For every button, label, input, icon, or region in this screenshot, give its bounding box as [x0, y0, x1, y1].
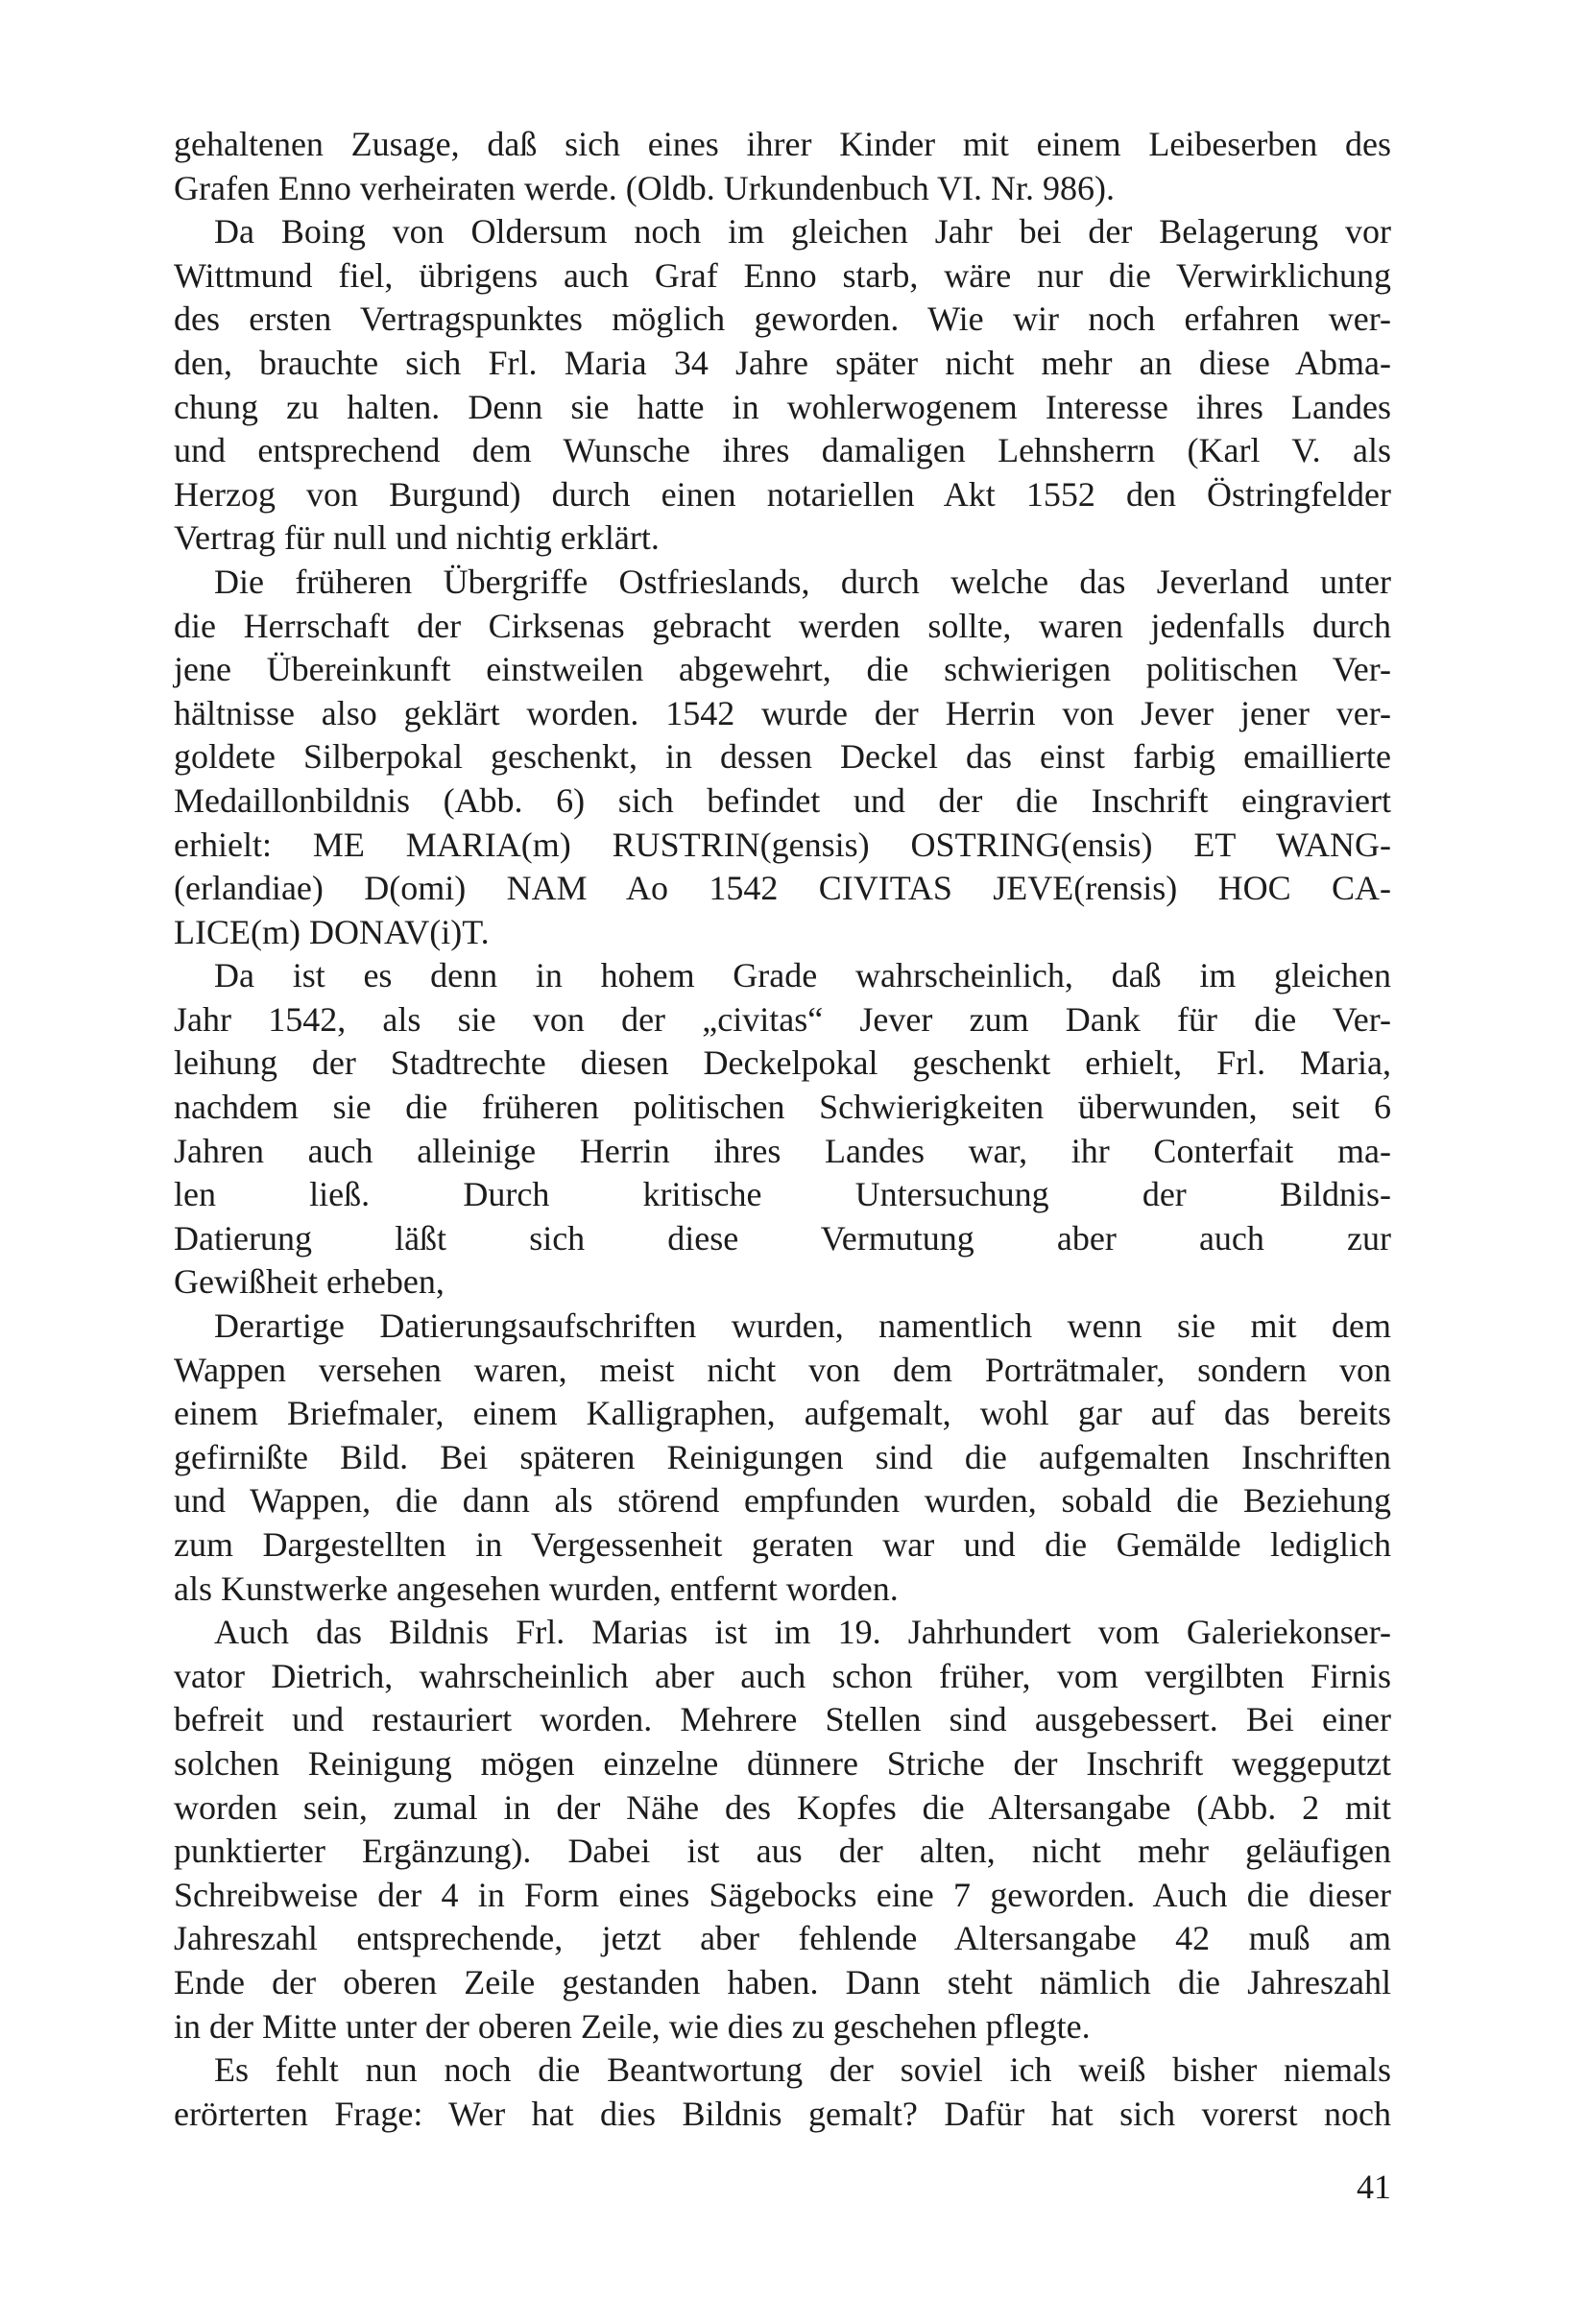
text-line: einem Briefmaler, einem Kalligraphen, aufgemalt, wohl gar auf das bereits: [174, 1394, 1391, 1433]
text-line: Gewißheit erheben,: [174, 1262, 445, 1302]
text-line: Derartige Datierungsaufschriften wurden, namentlich wenn sie mit dem: [214, 1306, 1391, 1346]
text-line: Es fehlt nun noch die Beantwortung der soviel ich weiß bisher niemals: [214, 2050, 1391, 2090]
text-line: Herzog von Burgund) durch einen notariellen Akt 1552 den Östringfelder: [174, 474, 1391, 514]
text-line: den, brauchte sich Frl. Maria 34 Jahre später nicht mehr an diese Abma-: [174, 343, 1391, 382]
text-line: und Wappen, die dann als störend empfunden wurden, sobald die Beziehung: [174, 1481, 1391, 1521]
text-line: Da ist es denn in hohem Grade wahrscheinlich, daß im gleichen: [214, 956, 1391, 995]
text-line: goldete Silberpokal geschenkt, in dessen Deckel das einst farbig emaillierte: [174, 737, 1391, 777]
text-line: Jahreszahl entsprechende, jetzt aber fehlende Altersangabe 42 muß am: [174, 1919, 1391, 1958]
text-line: punktierter Ergänzung). Dabei ist aus der alten, nicht mehr geläufigen: [174, 1832, 1391, 1871]
text-line: erhielt: ME MARIA(m) RUSTRIN(gensis) OSTRING(ensis) ET WANG-: [174, 825, 1391, 864]
text-line: hältnisse also geklärt worden. 1542 wurde der Herrin von Jever jener ver-: [174, 693, 1391, 732]
text-line: und entsprechend dem Wunsche ihres damaligen Lehnsherrn (Karl V. als: [174, 431, 1391, 470]
text-line: Datierung läßt sich diese Vermutung aber auch zur: [174, 1218, 1391, 1258]
text-line: jene Übereinkunft einstweilen abgewehrt, die schwierigen politischen Ver-: [174, 650, 1391, 689]
text-line: gefirnißte Bild. Bei späteren Reinigungen sind die aufgemalten Inschriften: [174, 1437, 1391, 1476]
text-line: Jahren auch alleinige Herrin ihres Landes war, ihr Conterfait ma-: [174, 1131, 1391, 1170]
text-line: Auch das Bildnis Frl. Marias ist im 19. Jahrhundert vom Galeriekonser-: [214, 1613, 1391, 1652]
text-line: zum Dargestellten in Vergessenheit geraten war und die Gemälde lediglich: [174, 1525, 1391, 1564]
text-line: Jahr 1542, als sie von der „civitas“ Jever zum Dank für die Ver-: [174, 999, 1391, 1039]
text-line: Die früheren Übergriffe Ostfrieslands, durch welche das Jeverland unter: [214, 562, 1391, 601]
text-line: des ersten Vertragspunktes möglich geworden. Wie wir noch erfahren wer-: [174, 299, 1391, 339]
text-line: Schreibweise der 4 in Form eines Sägebocks eine 7 geworden. Auch die dieser: [174, 1875, 1391, 1914]
text-line: Ende der oberen Zeile gestanden haben. Dann steht nämlich die Jahreszahl: [174, 1962, 1391, 2001]
text-line: (erlandiae) D(omi) NAM Ao 1542 CIVITAS JEVE(rensis) HOC CA-: [174, 869, 1391, 908]
text-line: befreit und restauriert worden. Mehrere Stellen sind ausgebessert. Bei einer: [174, 1700, 1391, 1739]
text-line: solchen Reinigung mögen einzelne dünnere Striche der Inschrift weggeputzt: [174, 1743, 1391, 1783]
text-line: Da Boing von Oldersum noch im gleichen Jahr bei der Belagerung vor: [214, 212, 1391, 252]
text-line: erörterten Frage: Wer hat dies Bildnis gemalt? Dafür hat sich vorerst noch: [174, 2094, 1391, 2133]
text-line: Wittmund fiel, übrigens auch Graf Enno starb, wäre nur die Verwirklichung: [174, 255, 1391, 295]
text-line: chung zu halten. Denn sie hatte in wohlerwogenem Interesse ihres Landes: [174, 387, 1391, 426]
body-text: [174, 123, 1391, 2136]
text-line: Wappen versehen waren, meist nicht von dem Porträtmaler, sondern von: [174, 1350, 1391, 1389]
text-line: als Kunstwerke angesehen wurden, entfernt worden.: [174, 1569, 899, 1608]
text-line: Grafen Enno verheiraten werde. (Oldb. Urkundenbuch VI. Nr. 986).: [174, 168, 1116, 207]
text-line: gehaltenen Zusage, daß sich eines ihrer Kinder mit einem Leibeserben des: [174, 125, 1391, 163]
text-line: LICE(m) DONAV(i)T.: [174, 912, 490, 951]
text-line: Vertrag für null und nichtig erklärt.: [174, 518, 660, 558]
text-line: nachdem sie die früheren politischen Schwierigkeiten überwunden, seit 6: [174, 1088, 1391, 1127]
text-line: vator Dietrich, wahrscheinlich aber auch schon früher, vom vergilbten Firnis: [174, 1656, 1391, 1695]
text-line: leihung der Stadtrechte diesen Deckelpokal geschenkt erhielt, Frl. Maria,: [174, 1043, 1391, 1083]
text-line: in der Mitte unter der oberen Zeile, wie dies zu geschehen pflegte.: [174, 2006, 1091, 2046]
text-line: worden sein, zumal in der Nähe des Kopfes die Altersangabe (Abb. 2 mit: [174, 1787, 1391, 1827]
text-line: Medaillonbildnis (Abb. 6) sich befindet und der die Inschrift eingraviert: [174, 780, 1391, 820]
text-line: len ließ. Durch kritische Untersuchung der Bildnis-: [174, 1175, 1391, 1214]
text-line: die Herrschaft der Cirksenas gebracht werden sollte, waren jedenfalls durch: [174, 606, 1391, 645]
page-number: 41: [1357, 2168, 1391, 2206]
